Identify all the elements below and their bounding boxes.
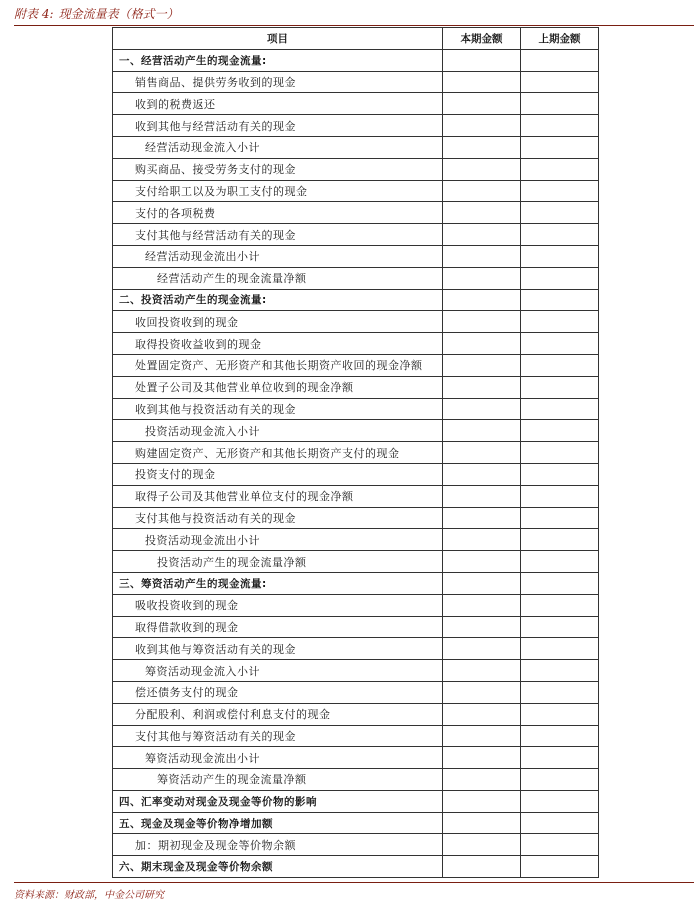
title-bar <box>14 3 694 26</box>
row-label: 收到其他与投资活动有关的现金 <box>113 398 443 420</box>
row-label: 六、期末现金及现金等价物余额 <box>113 856 443 878</box>
previous-period-cell <box>521 529 599 551</box>
header-item: 项目 <box>113 28 443 50</box>
current-period-cell <box>443 289 521 311</box>
table-row <box>113 311 599 333</box>
previous-period-cell <box>521 638 599 660</box>
row-label: 支付其他与经营活动有关的现金 <box>113 224 443 246</box>
row-label: 支付其他与投资活动有关的现金 <box>113 507 443 529</box>
current-period-cell <box>443 333 521 355</box>
previous-period-cell <box>521 463 599 485</box>
row-label: 经营活动现金流出小计 <box>113 245 443 267</box>
current-period-cell <box>443 790 521 812</box>
table-row <box>113 463 599 485</box>
table-row <box>113 224 599 246</box>
table-number: 附表 4: <box>14 7 54 21</box>
header-previous-period: 上期金额 <box>521 28 599 50</box>
row-label: 经营活动现金流入小计 <box>113 136 443 158</box>
previous-period-cell <box>521 856 599 878</box>
previous-period-cell <box>521 224 599 246</box>
current-period-cell <box>443 202 521 224</box>
previous-period-cell <box>521 71 599 93</box>
previous-period-cell <box>521 93 599 115</box>
row-label: 取得子公司及其他营业单位支付的现金净额 <box>113 485 443 507</box>
previous-period-cell <box>521 311 599 333</box>
previous-period-cell <box>521 333 599 355</box>
table-row <box>113 790 599 812</box>
table-row <box>113 267 599 289</box>
source-note: 资料来源：财政部，中金公司研究 <box>14 882 694 901</box>
previous-period-cell <box>521 507 599 529</box>
cash-flow-table <box>112 27 599 878</box>
table-row <box>113 812 599 834</box>
table-row <box>113 834 599 856</box>
current-period-cell <box>443 856 521 878</box>
page-title: 现金流量表（格式一） <box>58 7 179 21</box>
table-row <box>113 572 599 594</box>
row-label: 筹资活动现金流入小计 <box>113 660 443 682</box>
row-label: 取得借款收到的现金 <box>113 616 443 638</box>
row-label: 一、经营活动产生的现金流量: <box>113 49 443 71</box>
current-period-cell <box>443 71 521 93</box>
table-row <box>113 158 599 180</box>
current-period-cell <box>443 115 521 137</box>
row-label: 销售商品、提供劳务收到的现金 <box>113 71 443 93</box>
previous-period-cell <box>521 572 599 594</box>
current-period-cell <box>443 49 521 71</box>
table-row <box>113 202 599 224</box>
previous-period-cell <box>521 354 599 376</box>
table-row <box>113 725 599 747</box>
current-period-cell <box>443 747 521 769</box>
current-period-cell <box>443 769 521 791</box>
previous-period-cell <box>521 616 599 638</box>
previous-period-cell <box>521 551 599 573</box>
header-current-period: 本期金额 <box>443 28 521 50</box>
table-row <box>113 507 599 529</box>
row-label: 筹资活动现金流出小计 <box>113 747 443 769</box>
current-period-cell <box>443 660 521 682</box>
current-period-cell <box>443 376 521 398</box>
current-period-cell <box>443 725 521 747</box>
table-row <box>113 594 599 616</box>
table-header-row <box>113 28 599 50</box>
row-label: 处置固定资产、无形资产和其他长期资产收回的现金净额 <box>113 354 443 376</box>
previous-period-cell <box>521 812 599 834</box>
table-row <box>113 769 599 791</box>
previous-period-cell <box>521 660 599 682</box>
row-label: 处置子公司及其他营业单位收到的现金净额 <box>113 376 443 398</box>
table-row <box>113 660 599 682</box>
current-period-cell <box>443 245 521 267</box>
row-label: 购建固定资产、无形资产和其他长期资产支付的现金 <box>113 442 443 464</box>
table-row <box>113 49 599 71</box>
row-label: 收回投资收到的现金 <box>113 311 443 333</box>
row-label: 支付的各项税费 <box>113 202 443 224</box>
previous-period-cell <box>521 376 599 398</box>
table-row <box>113 747 599 769</box>
current-period-cell <box>443 93 521 115</box>
previous-period-cell <box>521 594 599 616</box>
row-label: 偿还债务支付的现金 <box>113 681 443 703</box>
table-row <box>113 71 599 93</box>
current-period-cell <box>443 507 521 529</box>
previous-period-cell <box>521 398 599 420</box>
table-row <box>113 681 599 703</box>
row-label: 加：期初现金及现金等价物余额 <box>113 834 443 856</box>
row-label: 支付其他与筹资活动有关的现金 <box>113 725 443 747</box>
current-period-cell <box>443 812 521 834</box>
current-period-cell <box>443 136 521 158</box>
row-label: 投资活动产生的现金流量净额 <box>113 551 443 573</box>
previous-period-cell <box>521 725 599 747</box>
previous-period-cell <box>521 158 599 180</box>
current-period-cell <box>443 485 521 507</box>
previous-period-cell <box>521 442 599 464</box>
table-row <box>113 856 599 878</box>
row-label: 收到其他与筹资活动有关的现金 <box>113 638 443 660</box>
previous-period-cell <box>521 485 599 507</box>
current-period-cell <box>443 834 521 856</box>
row-label: 筹资活动产生的现金流量净额 <box>113 769 443 791</box>
row-label: 四、汇率变动对现金及现金等价物的影响 <box>113 790 443 812</box>
row-label: 投资支付的现金 <box>113 463 443 485</box>
table-row <box>113 354 599 376</box>
previous-period-cell <box>521 180 599 202</box>
table-row <box>113 93 599 115</box>
row-label: 购买商品、接受劳务支付的现金 <box>113 158 443 180</box>
current-period-cell <box>443 638 521 660</box>
row-label: 分配股利、利润或偿付利息支付的现金 <box>113 703 443 725</box>
table-row <box>113 703 599 725</box>
current-period-cell <box>443 551 521 573</box>
table-row <box>113 551 599 573</box>
previous-period-cell <box>521 49 599 71</box>
table-row <box>113 245 599 267</box>
row-label: 吸收投资收到的现金 <box>113 594 443 616</box>
row-label: 支付给职工以及为职工支付的现金 <box>113 180 443 202</box>
current-period-cell <box>443 267 521 289</box>
row-label: 收到的税费返还 <box>113 93 443 115</box>
row-label: 投资活动现金流入小计 <box>113 420 443 442</box>
previous-period-cell <box>521 703 599 725</box>
table-row <box>113 529 599 551</box>
current-period-cell <box>443 529 521 551</box>
current-period-cell <box>443 224 521 246</box>
current-period-cell <box>443 180 521 202</box>
row-label: 收到其他与经营活动有关的现金 <box>113 115 443 137</box>
previous-period-cell <box>521 289 599 311</box>
current-period-cell <box>443 463 521 485</box>
table-row <box>113 115 599 137</box>
table-row <box>113 333 599 355</box>
table-row <box>113 638 599 660</box>
current-period-cell <box>443 594 521 616</box>
previous-period-cell <box>521 245 599 267</box>
previous-period-cell <box>521 834 599 856</box>
row-label: 投资活动现金流出小计 <box>113 529 443 551</box>
previous-period-cell <box>521 681 599 703</box>
current-period-cell <box>443 572 521 594</box>
previous-period-cell <box>521 769 599 791</box>
table-row <box>113 420 599 442</box>
table-row <box>113 180 599 202</box>
current-period-cell <box>443 703 521 725</box>
table-row <box>113 376 599 398</box>
row-label: 取得投资收益收到的现金 <box>113 333 443 355</box>
table-row <box>113 136 599 158</box>
table-row <box>113 289 599 311</box>
table-row <box>113 485 599 507</box>
row-label: 三、筹资活动产生的现金流量: <box>113 572 443 594</box>
table-body <box>113 49 599 877</box>
row-label: 五、现金及现金等价物净增加额 <box>113 812 443 834</box>
table-row <box>113 398 599 420</box>
current-period-cell <box>443 158 521 180</box>
current-period-cell <box>443 442 521 464</box>
previous-period-cell <box>521 790 599 812</box>
current-period-cell <box>443 311 521 333</box>
current-period-cell <box>443 616 521 638</box>
table-row <box>113 442 599 464</box>
current-period-cell <box>443 398 521 420</box>
table-row <box>113 616 599 638</box>
row-label: 二、投资活动产生的现金流量: <box>113 289 443 311</box>
previous-period-cell <box>521 747 599 769</box>
row-label: 经营活动产生的现金流量净额 <box>113 267 443 289</box>
current-period-cell <box>443 420 521 442</box>
current-period-cell <box>443 681 521 703</box>
previous-period-cell <box>521 202 599 224</box>
previous-period-cell <box>521 267 599 289</box>
previous-period-cell <box>521 115 599 137</box>
previous-period-cell <box>521 420 599 442</box>
previous-period-cell <box>521 136 599 158</box>
current-period-cell <box>443 354 521 376</box>
